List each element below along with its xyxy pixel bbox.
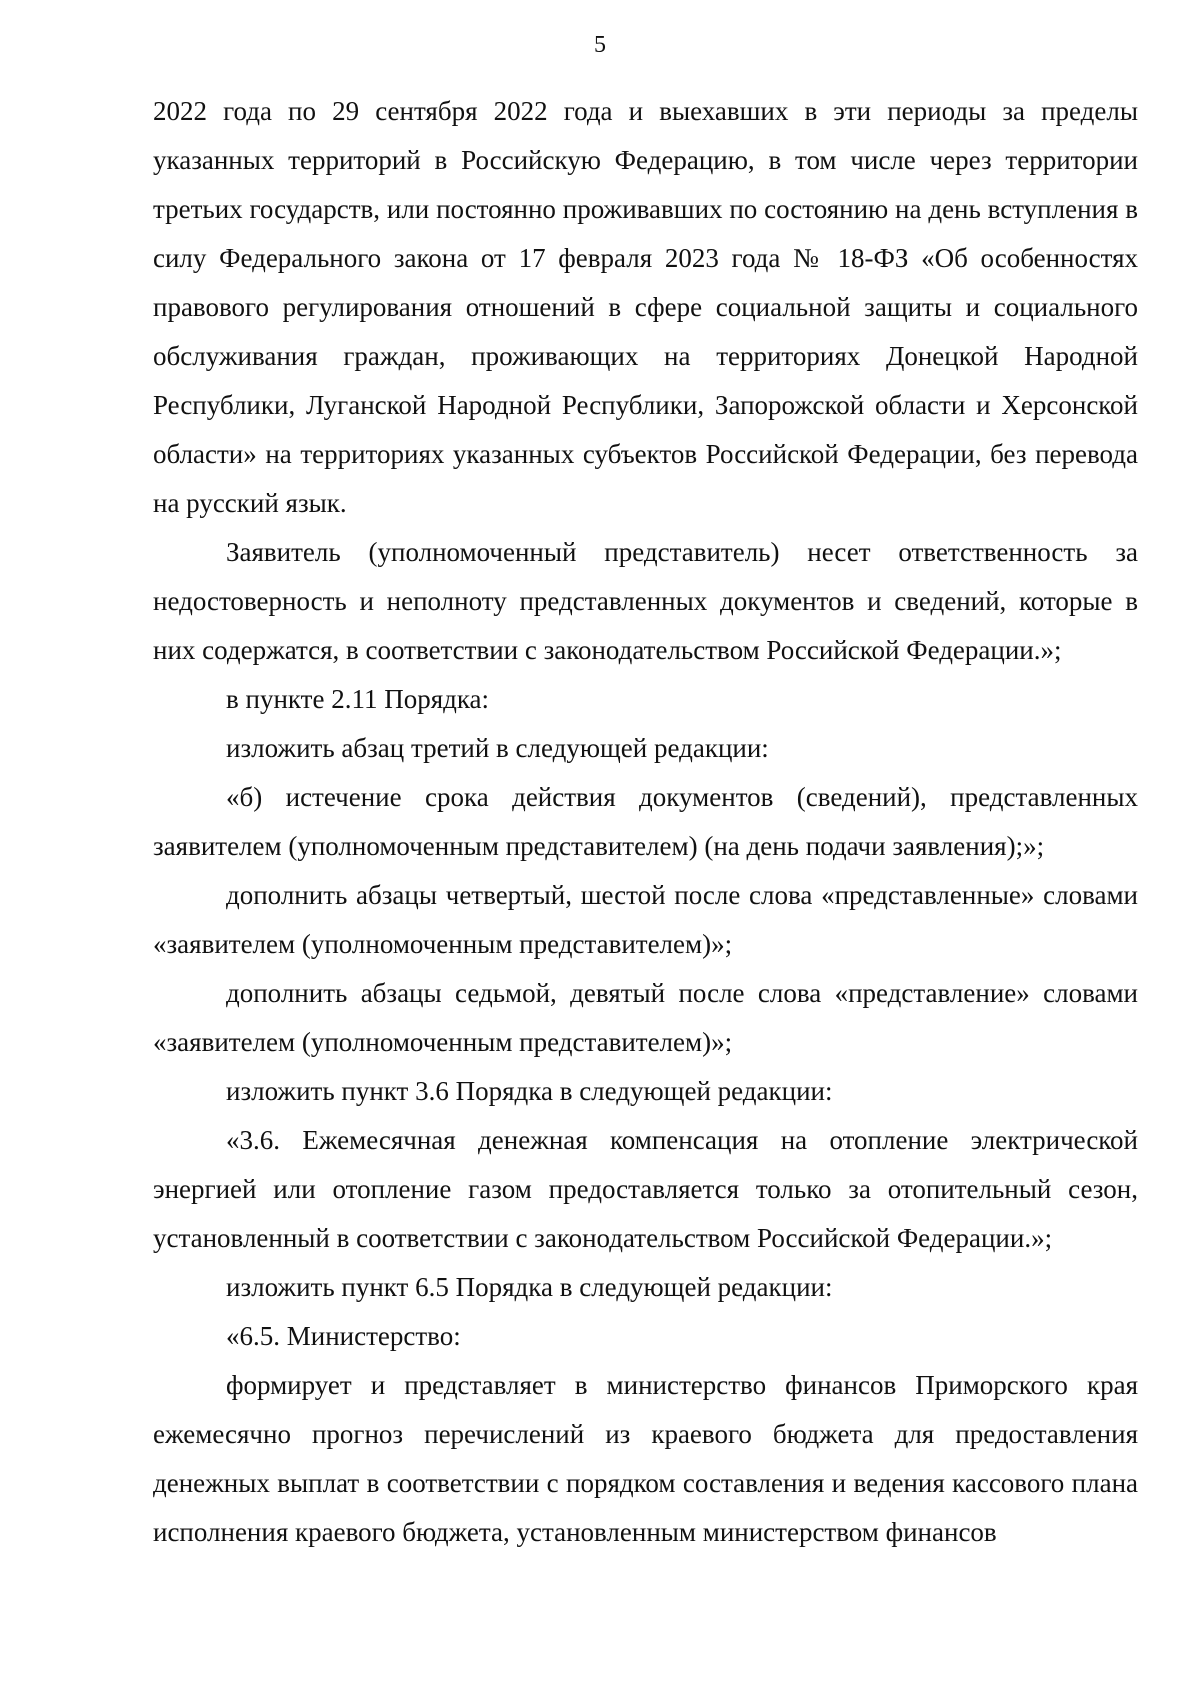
paragraph-quote-b: «б) истечение срока действия документов (сведений), представленных заявителем (уполномоченным представителем) (на день подачи заявления);»; [153, 782, 1138, 861]
paragraph-clause-3-6-intro: изложить пункт 3.6 Порядка в следующей редакции: [226, 1076, 833, 1106]
page-number: 5 [594, 32, 606, 58]
paragraph-supplement-4-6: дополнить абзацы четвертый, шестой после слова «представленные» словами «заявителем (уполномоченным представителем)»; [153, 880, 1138, 959]
paragraph-ministry-forms: формирует и представляет в министерство финансов Приморского края ежемесячно прогноз перечислений из краевого бюджета для предоставления денежных выплат в соответствии с порядком составления и ведения кассового плана исполнения краевого бюджета, установленным министерством финансов [153, 1370, 1138, 1547]
paragraph-clause-6-5-title: «6.5. Министерство: [226, 1321, 461, 1351]
paragraph-third-abzac: изложить абзац третий в следующей редакции: [226, 733, 769, 763]
paragraph-continuation: 2022 года по 29 сентября 2022 года и выехавших в эти периоды за пределы указанных территорий в Российскую Федерацию, в том числе через территории третьих государств, или постоянно проживавших по состоянию на день вступления в силу Федерального закона от 17 февраля 2023 года № 18-ФЗ «Об особенностях правового регулирования отношений в сфере социальной защиты и социального обслуживания граждан, проживающих на территориях Донецкой Народной Республики, Луганской Народной Республики, Запорожской области и Херсонской области» на территориях указанных субъектов Российской Федерации, без перевода на русский язык. [153, 96, 1138, 518]
paragraph-applicant-responsibility: Заявитель (уполномоченный представитель) несет ответственность за недостоверность и неполноту представленных документов и сведений, которые в них содержатся, в соответствии с законодательством Российской Федерации.»; [153, 537, 1138, 665]
paragraph-clause-2-11: в пункте 2.11 Порядка: [226, 684, 490, 714]
paragraph-clause-6-5-intro: изложить пункт 6.5 Порядка в следующей редакции: [226, 1272, 833, 1302]
paragraph-clause-3-6-text: «3.6. Ежемесячная денежная компенсация на отопление электрической энергией или отопление газом предоставляется только за отопительный сезон, установленный в соответствии с законодательством Российской Федерации.»; [153, 1125, 1138, 1253]
document-body [153, 87, 1138, 1557]
paragraph-supplement-7-9: дополнить абзацы седьмой, девятый после слова «представление» словами «заявителем (уполномоченным представителем)»; [153, 978, 1138, 1057]
